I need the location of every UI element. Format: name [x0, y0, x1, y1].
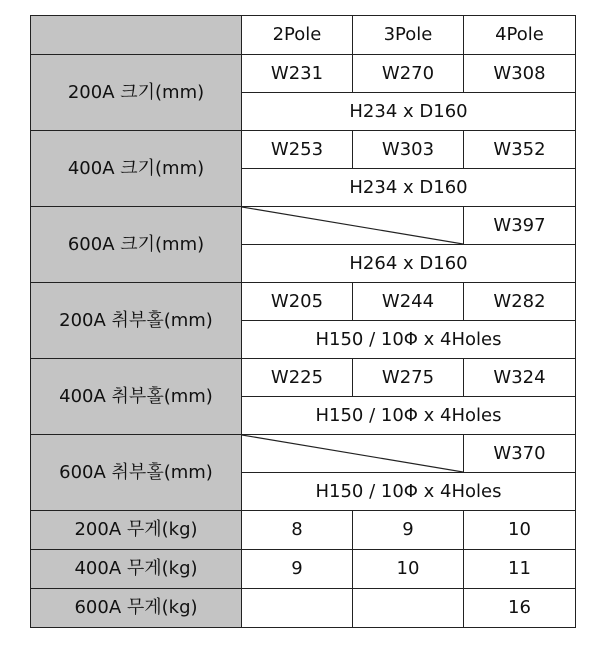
cell-2pole: 9	[242, 550, 353, 589]
table-row	[31, 283, 576, 321]
mounting-hole-cell: H150 / 10Φ x 4Holes	[242, 321, 576, 359]
cell-2pole	[242, 589, 353, 628]
table-row	[31, 589, 576, 628]
cell-3pole: W303	[353, 131, 464, 169]
row-label: 200A 취부홀(mm)	[31, 283, 242, 359]
table-row	[31, 55, 576, 93]
cell-3pole: W270	[353, 55, 464, 93]
row-label: 400A 크기(mm)	[31, 131, 242, 207]
corner-cell	[31, 16, 242, 55]
cell-4pole: W352	[464, 131, 576, 169]
dimension-cell: H234 x D160	[242, 93, 576, 131]
table-row	[31, 511, 576, 550]
spec-table	[30, 15, 576, 628]
cell-4pole: W397	[464, 207, 576, 245]
table-row	[31, 359, 576, 397]
not-applicable-cell	[242, 207, 464, 245]
cell-3pole: 10	[353, 550, 464, 589]
table-row	[31, 435, 576, 473]
not-applicable-cell	[242, 435, 464, 473]
cell-3pole: W275	[353, 359, 464, 397]
cell-4pole: 11	[464, 550, 576, 589]
cell-2pole: W231	[242, 55, 353, 93]
row-label: 600A 크기(mm)	[31, 207, 242, 283]
cell-4pole: W282	[464, 283, 576, 321]
cell-4pole: W324	[464, 359, 576, 397]
col-header-2pole: 2Pole	[242, 16, 353, 55]
mounting-hole-cell: H150 / 10Φ x 4Holes	[242, 473, 576, 511]
cell-4pole: W370	[464, 435, 576, 473]
cell-4pole: W308	[464, 55, 576, 93]
dimension-cell: H264 x D160	[242, 245, 576, 283]
cell-2pole: W225	[242, 359, 353, 397]
cell-4pole: 10	[464, 511, 576, 550]
diagonal-slash	[242, 435, 463, 472]
row-label: 600A 취부홀(mm)	[31, 435, 242, 511]
cell-2pole: W205	[242, 283, 353, 321]
table-row	[31, 131, 576, 169]
col-header-4pole: 4Pole	[464, 16, 576, 55]
cell-3pole: W244	[353, 283, 464, 321]
row-label: 200A 크기(mm)	[31, 55, 242, 131]
header-row	[31, 16, 576, 55]
mounting-hole-cell: H150 / 10Φ x 4Holes	[242, 397, 576, 435]
row-label: 400A 취부홀(mm)	[31, 359, 242, 435]
cell-3pole	[353, 589, 464, 628]
col-header-3pole: 3Pole	[353, 16, 464, 55]
row-label: 400A 무게(kg)	[31, 550, 242, 589]
dimension-cell: H234 x D160	[242, 169, 576, 207]
table-row	[31, 207, 576, 245]
cell-4pole: 16	[464, 589, 576, 628]
table-row	[31, 550, 576, 589]
diagonal-slash	[242, 207, 463, 244]
row-label: 200A 무게(kg)	[31, 511, 242, 550]
row-label: 600A 무게(kg)	[31, 589, 242, 628]
cell-3pole: 9	[353, 511, 464, 550]
cell-2pole: 8	[242, 511, 353, 550]
cell-2pole: W253	[242, 131, 353, 169]
